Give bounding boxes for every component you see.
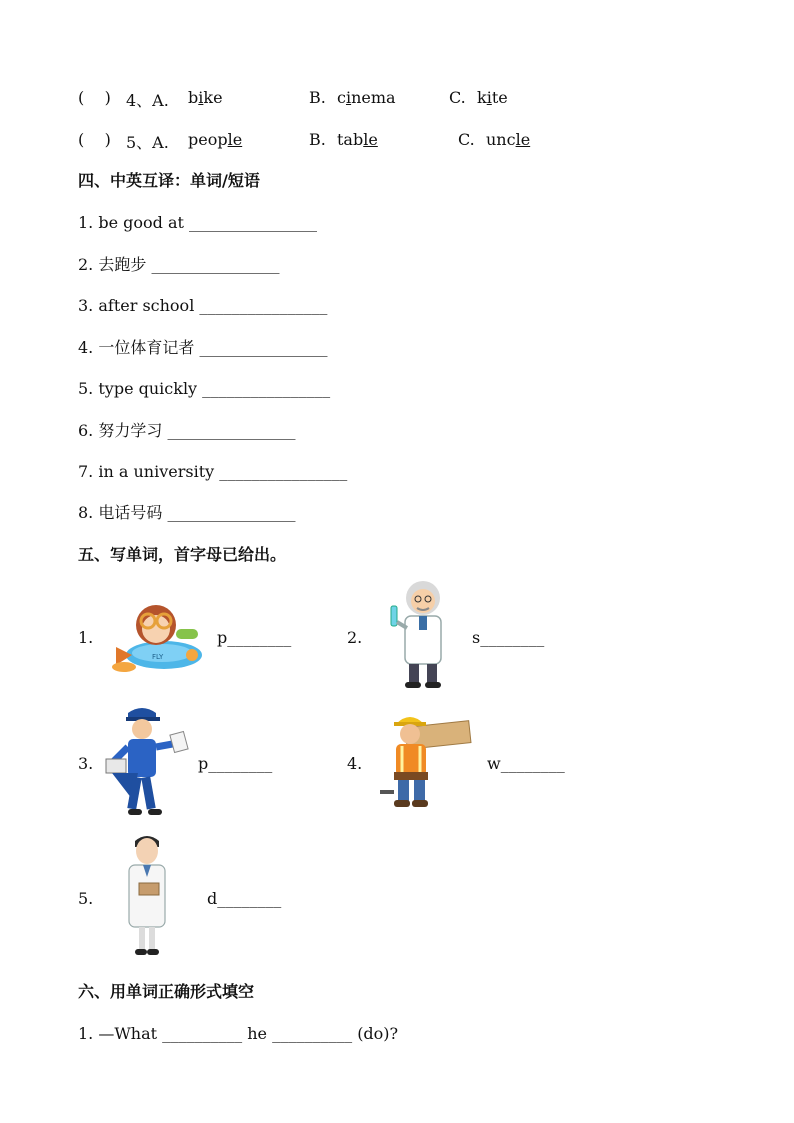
word-blank-2[interactable]: s________ [472, 628, 545, 647]
section-6-title: 六、用单词正确形式填空 [78, 982, 255, 1001]
option-c: kite [477, 88, 508, 107]
option-a: people [188, 130, 243, 149]
word-item-number: 1. [78, 628, 94, 647]
translation-item-4[interactable]: 4. 一位体育记者 ________________ [78, 338, 328, 357]
doctor-icon [121, 831, 173, 959]
translation-item-1[interactable]: 1. be good at ________________ [78, 213, 318, 232]
svg-text:FLY: FLY [152, 653, 164, 661]
postman-icon [102, 703, 192, 819]
fill-blank-item-1[interactable]: 1. —What __________ he __________ (do)? [78, 1024, 399, 1043]
option-c: uncle [486, 130, 531, 149]
word-blank-3[interactable]: p________ [198, 754, 273, 773]
worker-icon [376, 710, 474, 812]
word-item-number: 3. [78, 754, 94, 773]
section-5-title: 五、写单词，首字母已给出。 [78, 545, 287, 564]
word-item-number: 5. [78, 889, 94, 908]
translation-item-8[interactable]: 8. 电话号码 ________________ [78, 503, 296, 522]
question-number: 5、A. [126, 133, 169, 152]
translation-item-3[interactable]: 3. after school ________________ [78, 296, 328, 315]
scientist-icon [383, 576, 463, 690]
word-blank-4[interactable]: w________ [487, 754, 565, 773]
answer-bracket[interactable]: ( ) [78, 88, 111, 107]
word-blank-1[interactable]: p________ [217, 628, 292, 647]
translation-item-7[interactable]: 7. in a university ________________ [78, 462, 348, 481]
translation-item-5[interactable]: 5. type quickly ________________ [78, 379, 331, 398]
word-blank-5[interactable]: d________ [207, 889, 282, 908]
option-b: table [337, 130, 378, 149]
option-a: bike [188, 88, 223, 107]
translation-item-6[interactable]: 6. 努力学习 ________________ [78, 421, 296, 440]
option-c-label: C. [449, 88, 466, 107]
question-number: 4、A. [126, 91, 169, 110]
pilot-icon [104, 595, 208, 677]
option-b: cinema [337, 88, 396, 107]
option-c-label: C. [458, 130, 475, 149]
answer-bracket[interactable]: ( ) [78, 130, 111, 149]
section-4-title: 四、中英互译：单词/短语 [78, 171, 260, 190]
option-b-label: B. [309, 130, 326, 149]
word-item-number: 4. [347, 754, 363, 773]
translation-item-2[interactable]: 2. 去跑步 ________________ [78, 255, 280, 274]
word-item-number: 2. [347, 628, 363, 647]
option-b-label: B. [309, 88, 326, 107]
